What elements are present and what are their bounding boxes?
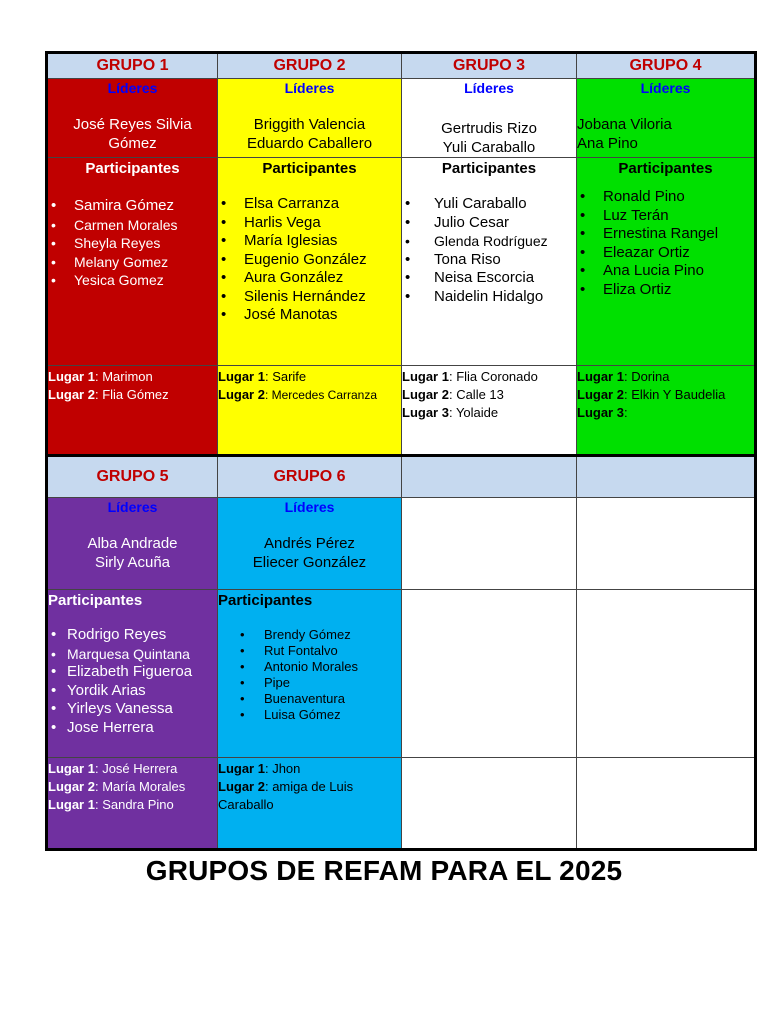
place-item (402, 386, 576, 404)
header-row-2 (47, 456, 756, 498)
group-4-header: GRUPO 4 (577, 53, 756, 79)
place-item (218, 760, 401, 778)
leaders-names (48, 115, 217, 153)
place-value: : María Morales (94, 779, 186, 794)
group-3-places-cell (402, 366, 577, 456)
leader-name: Alba Andrade (87, 535, 178, 552)
empty-cell (402, 758, 577, 850)
group-1-leaders-cell (47, 79, 218, 158)
leaders-label: Líderes (464, 80, 514, 96)
place-item (402, 404, 576, 422)
places-list (48, 368, 217, 404)
place-value: : Yolaide (448, 405, 499, 420)
places-list (218, 368, 401, 404)
group-4-places-cell (577, 366, 756, 456)
group-2-participants-cell (218, 158, 402, 366)
participant-item: • Neisa Escorcia (402, 269, 576, 288)
participant-item: • Elizabeth Figueroa (48, 663, 217, 682)
group-2-header: GRUPO 2 (218, 53, 402, 79)
participant-item: • Yuli Caraballo (402, 195, 576, 214)
group-4-leaders-cell (577, 79, 756, 158)
participant-item: • Rodrigo Reyes (48, 626, 217, 645)
leader-name: Gertrudis Rizo (441, 120, 537, 137)
place-item (48, 386, 217, 404)
leaders-label: Líderes (107, 80, 158, 96)
place-label: Lugar 3 (577, 405, 624, 420)
place-value: : Sarife (264, 369, 307, 384)
place-item (218, 368, 401, 386)
leader-name: Gómez (108, 135, 157, 152)
place-label: Lugar 2 (218, 387, 265, 402)
participants-label: Participantes (85, 160, 180, 177)
leader-name: Eliecer González (252, 554, 367, 571)
participant-item: • Eleazar Ortiz (577, 244, 754, 263)
groups-table (45, 51, 757, 851)
empty-cell (577, 758, 756, 850)
participants-label: Participantes (262, 160, 357, 177)
participant-item: • Luz Terán (577, 207, 754, 226)
group-6-participants-cell (218, 590, 402, 758)
participants-list (218, 195, 401, 325)
participant-item: • Rut Fontalvo (218, 643, 401, 659)
place-item (577, 404, 754, 422)
leaders-label: Líderes (284, 499, 335, 515)
place-item (48, 760, 217, 778)
group-5-places-cell (47, 758, 218, 850)
participant-item: • Ana Lucia Pino (577, 262, 754, 281)
place-label: Lugar 2 (402, 387, 449, 402)
place-label: Lugar 3 (402, 405, 449, 420)
participant-item: • Elsa Carranza (218, 195, 401, 214)
places-row-2 (47, 758, 756, 850)
participant-item: • Pipe (218, 675, 401, 691)
group-3-header: GRUPO 3 (402, 53, 577, 79)
group-6-header: GRUPO 6 (218, 456, 402, 498)
participant-item: • Yesica Gomez (48, 271, 217, 290)
place-item (48, 778, 217, 796)
places-list (402, 368, 576, 422)
group-6-leaders-cell (218, 498, 402, 590)
place-item (577, 386, 754, 404)
leader-name: Briggith Valencia (253, 116, 366, 133)
leaders-label: Líderes (107, 499, 158, 515)
place-label: Lugar 1 (218, 369, 265, 384)
empty-header (577, 456, 756, 498)
participant-item: • Yirleys Vanessa (48, 700, 217, 719)
page-title: GRUPOS DE REFAM PARA EL 2025 (145, 855, 623, 886)
group-3-leaders-cell (402, 79, 577, 158)
place-label: Lugar 1 (218, 761, 265, 776)
participant-item: • Ronald Pino (577, 188, 754, 207)
empty-header (402, 456, 577, 498)
empty-cell (402, 498, 577, 590)
places-list (48, 760, 217, 814)
place-value: : Sandra Pino (94, 797, 174, 812)
leaders-label: Líderes (284, 80, 335, 96)
place-value: : amiga de Luis Caraballo (218, 779, 354, 812)
participant-item: • Naidelin Hidalgo (402, 288, 576, 307)
leader-name: Eduardo Caballero (246, 135, 373, 152)
place-item (218, 386, 401, 404)
participants-list (218, 627, 401, 723)
empty-cell (577, 590, 756, 758)
header-row-1 (47, 53, 756, 79)
place-label: Lugar 2 (48, 387, 95, 402)
group-1-participants-cell (47, 158, 218, 366)
participant-item: • Marquesa Quintana (48, 645, 217, 664)
place-value: : Elkin Y Baudelia (623, 387, 726, 402)
leaders-row-1 (47, 79, 756, 158)
participant-item: • Carmen Morales (48, 216, 217, 235)
participant-item: • Yordik Arias (48, 682, 217, 701)
place-value: : Dorina (623, 369, 670, 384)
place-value: : Jhon (264, 761, 301, 776)
place-value: : Mercedes Carranza (264, 388, 378, 402)
participant-item: • Antonio Morales (218, 659, 401, 675)
place-value: : Flia Coronado (448, 369, 538, 384)
leader-name: Jobana Viloria (577, 116, 672, 133)
leader-name: Ana Pino (577, 135, 638, 152)
leader-name: Andrés Pérez (264, 535, 355, 552)
place-label: Lugar 2 (218, 779, 265, 794)
participant-item: • Silenis Hernández (218, 288, 401, 307)
group-1-header: GRUPO 1 (47, 53, 218, 79)
participant-item: • Sheyla Reyes (48, 234, 217, 253)
place-value: : José Herrera (94, 761, 178, 776)
group-5-participants-cell (47, 590, 218, 758)
participant-item: • José Manotas (218, 306, 401, 325)
place-label: Lugar 1 (402, 369, 449, 384)
participants-list (577, 188, 754, 299)
participant-item: • Ernestina Rangel (577, 225, 754, 244)
participant-item: • Melany Gomez (48, 253, 217, 272)
place-label: Lugar 1 (48, 761, 95, 776)
leaders-label: Líderes (640, 80, 691, 96)
leaders-names (218, 115, 401, 153)
empty-cell (577, 498, 756, 590)
leader-name: Yuli Caraballo (442, 139, 536, 156)
participant-item: • María Iglesias (218, 232, 401, 251)
place-item (402, 368, 576, 386)
participant-item: • Eugenio González (218, 251, 401, 270)
leader-name: Sirly Acuña (94, 554, 171, 571)
empty-cell (402, 590, 577, 758)
places-list (218, 760, 401, 814)
place-item (48, 796, 217, 814)
participant-item: • Harlis Vega (218, 214, 401, 233)
participant-item: • Luisa Gómez (218, 707, 401, 723)
participant-item: • Julio Cesar (402, 214, 576, 233)
participants-label: Participantes (441, 160, 537, 177)
leaders-names (48, 534, 217, 572)
place-item (218, 778, 401, 814)
participants-list (48, 197, 217, 290)
participants-row-2 (47, 590, 756, 758)
place-value: : (623, 405, 628, 420)
participants-list (402, 195, 576, 306)
participants-list (48, 626, 217, 737)
participants-label: Participantes (218, 592, 313, 609)
place-label: Lugar 1 (577, 369, 624, 384)
group-5-leaders-cell (47, 498, 218, 590)
group-5-header: GRUPO 5 (47, 456, 218, 498)
leaders-names (577, 115, 754, 153)
participant-item: • Buenaventura (218, 691, 401, 707)
participants-label: Participantes (48, 592, 143, 609)
participant-item: • Jose Herrera (48, 719, 217, 738)
places-row-1 (47, 366, 756, 456)
group-2-places-cell (218, 366, 402, 456)
place-item (577, 368, 754, 386)
leaders-row-2 (47, 498, 756, 590)
participant-item: • Brendy Gómez (218, 627, 401, 643)
group-2-leaders-cell (218, 79, 402, 158)
participant-item: • Glenda Rodríguez (402, 232, 576, 251)
place-label: Lugar 1 (48, 797, 95, 812)
group-4-participants-cell (577, 158, 756, 366)
participants-row-1 (47, 158, 756, 366)
group-6-places-cell (218, 758, 402, 850)
participant-item: • Eliza Ortiz (577, 281, 754, 300)
place-value: : Marimon (94, 369, 153, 384)
leader-name: José Reyes Silvia (73, 116, 192, 133)
place-label: Lugar 2 (48, 779, 95, 794)
leaders-names (402, 119, 576, 157)
places-list (577, 368, 754, 422)
group-1-places-cell (47, 366, 218, 456)
participant-item: • Samira Gómez (48, 197, 217, 216)
group-3-participants-cell (402, 158, 577, 366)
place-label: Lugar 2 (577, 387, 624, 402)
leaders-names (218, 534, 401, 572)
place-value: : Calle 13 (448, 387, 504, 402)
participants-label: Participantes (618, 160, 713, 177)
place-value: : Flia Gómez (94, 387, 169, 402)
place-label: Lugar 1 (48, 369, 95, 384)
participant-item: • Aura González (218, 269, 401, 288)
place-item (48, 368, 217, 386)
participant-item: • Tona Riso (402, 251, 576, 270)
